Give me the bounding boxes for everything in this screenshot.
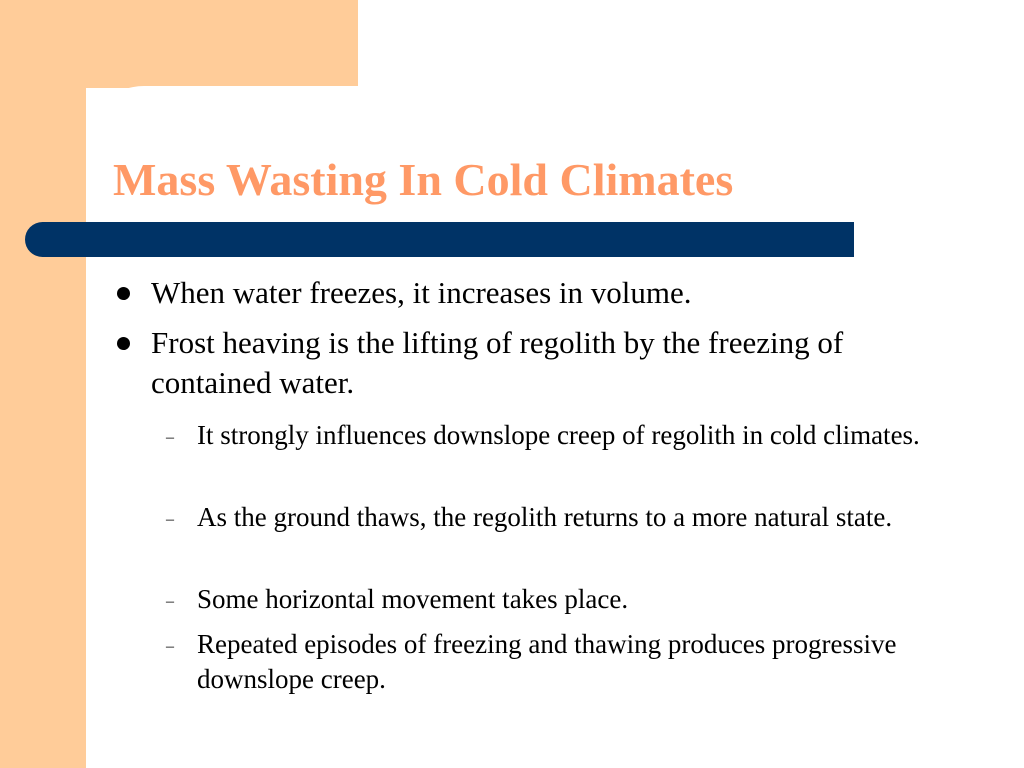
sub-bullet-text: Repeated episodes of freezing and thawing produces progressive downslope creep. xyxy=(197,629,897,694)
sub-bullet-marker: – xyxy=(166,593,174,610)
sub-bullet-marker: – xyxy=(166,429,174,446)
sub-bullet-text: It strongly influences downslope creep of regolith in cold climates. xyxy=(197,420,920,450)
sub-bullet-marker: – xyxy=(166,638,174,655)
sub-bullet-text: As the ground thaws, the regolith returns to a more natural state. xyxy=(197,502,893,532)
bullet-text: Frost heaving is the lifting of regolith by the freezing of contained water. xyxy=(151,325,844,400)
bullet-text: When water freezes, it increases in volume. xyxy=(151,275,692,310)
bullet-marker xyxy=(117,337,130,350)
sub-bullet-text: Some horizontal movement takes place. xyxy=(197,584,629,614)
slide-title: Mass Wasting In Cold Climates xyxy=(113,154,734,205)
bullet-marker xyxy=(117,287,130,300)
sub-bullet-marker: – xyxy=(166,511,174,528)
